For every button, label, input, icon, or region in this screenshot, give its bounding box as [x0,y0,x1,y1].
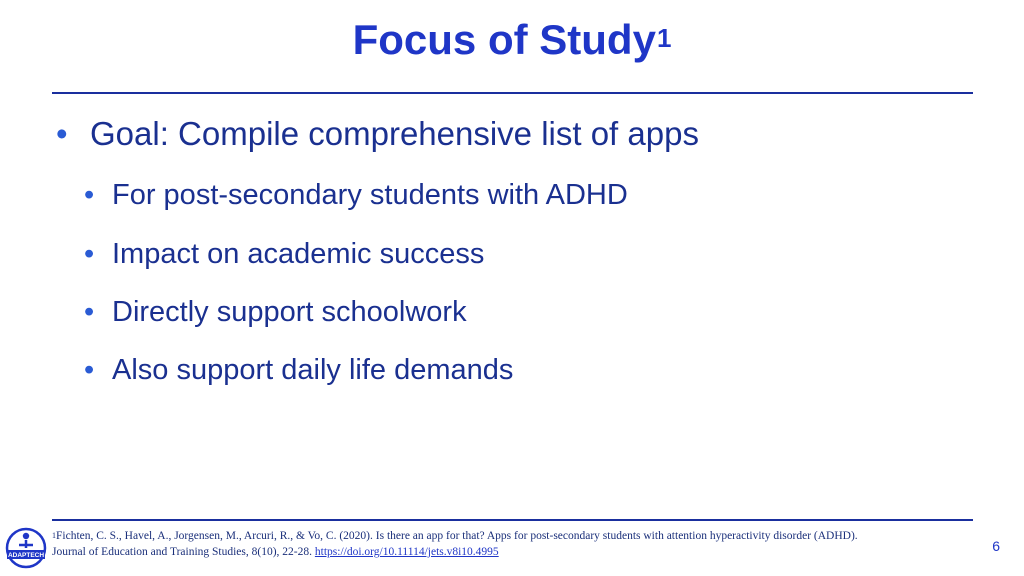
footnote-line1: Fichten, C. S., Havel, A., Jorgensen, M., Arcuri, R., & Vo, C. (2020). Is there an app for that? Apps for post-secondary students with attention hyperactivity disorder (ADHD). [56,530,858,542]
title-superscript: 1 [656,23,672,53]
bullet-dot: • [56,115,68,152]
sub-bullet-text: For post-secondary students with ADHD [112,179,628,211]
sub-bullet-text: Also support daily life demands [112,354,514,386]
slide-title [0,14,1024,66]
bullet-dot: • [84,354,95,386]
footnote-reference [52,528,972,560]
footnote-line2: Journal of Education and Training Studies, 8(10), 22-28. [52,546,315,558]
bullet-dot: • [84,296,95,328]
bullet-dot: • [84,179,95,211]
main-bullet-text: Goal: Compile comprehensive list of apps [90,115,699,152]
sub-bullet-text: Directly support schoolwork [112,296,467,328]
logo-label: ADAPTECH [7,552,45,559]
footnote-marker: 1 [52,531,56,540]
page-number: 6 [992,538,1000,554]
bullet-dot: • [84,238,95,270]
bottom-divider [52,519,973,521]
doi-link[interactable]: https://doi.org/10.11114/jets.v8i10.4995 [314,546,499,558]
adaptech-logo [4,526,48,570]
slide-title-text: Focus of Study [352,16,656,63]
sub-bullet-text: Impact on academic success [112,238,485,270]
top-divider [52,92,973,94]
